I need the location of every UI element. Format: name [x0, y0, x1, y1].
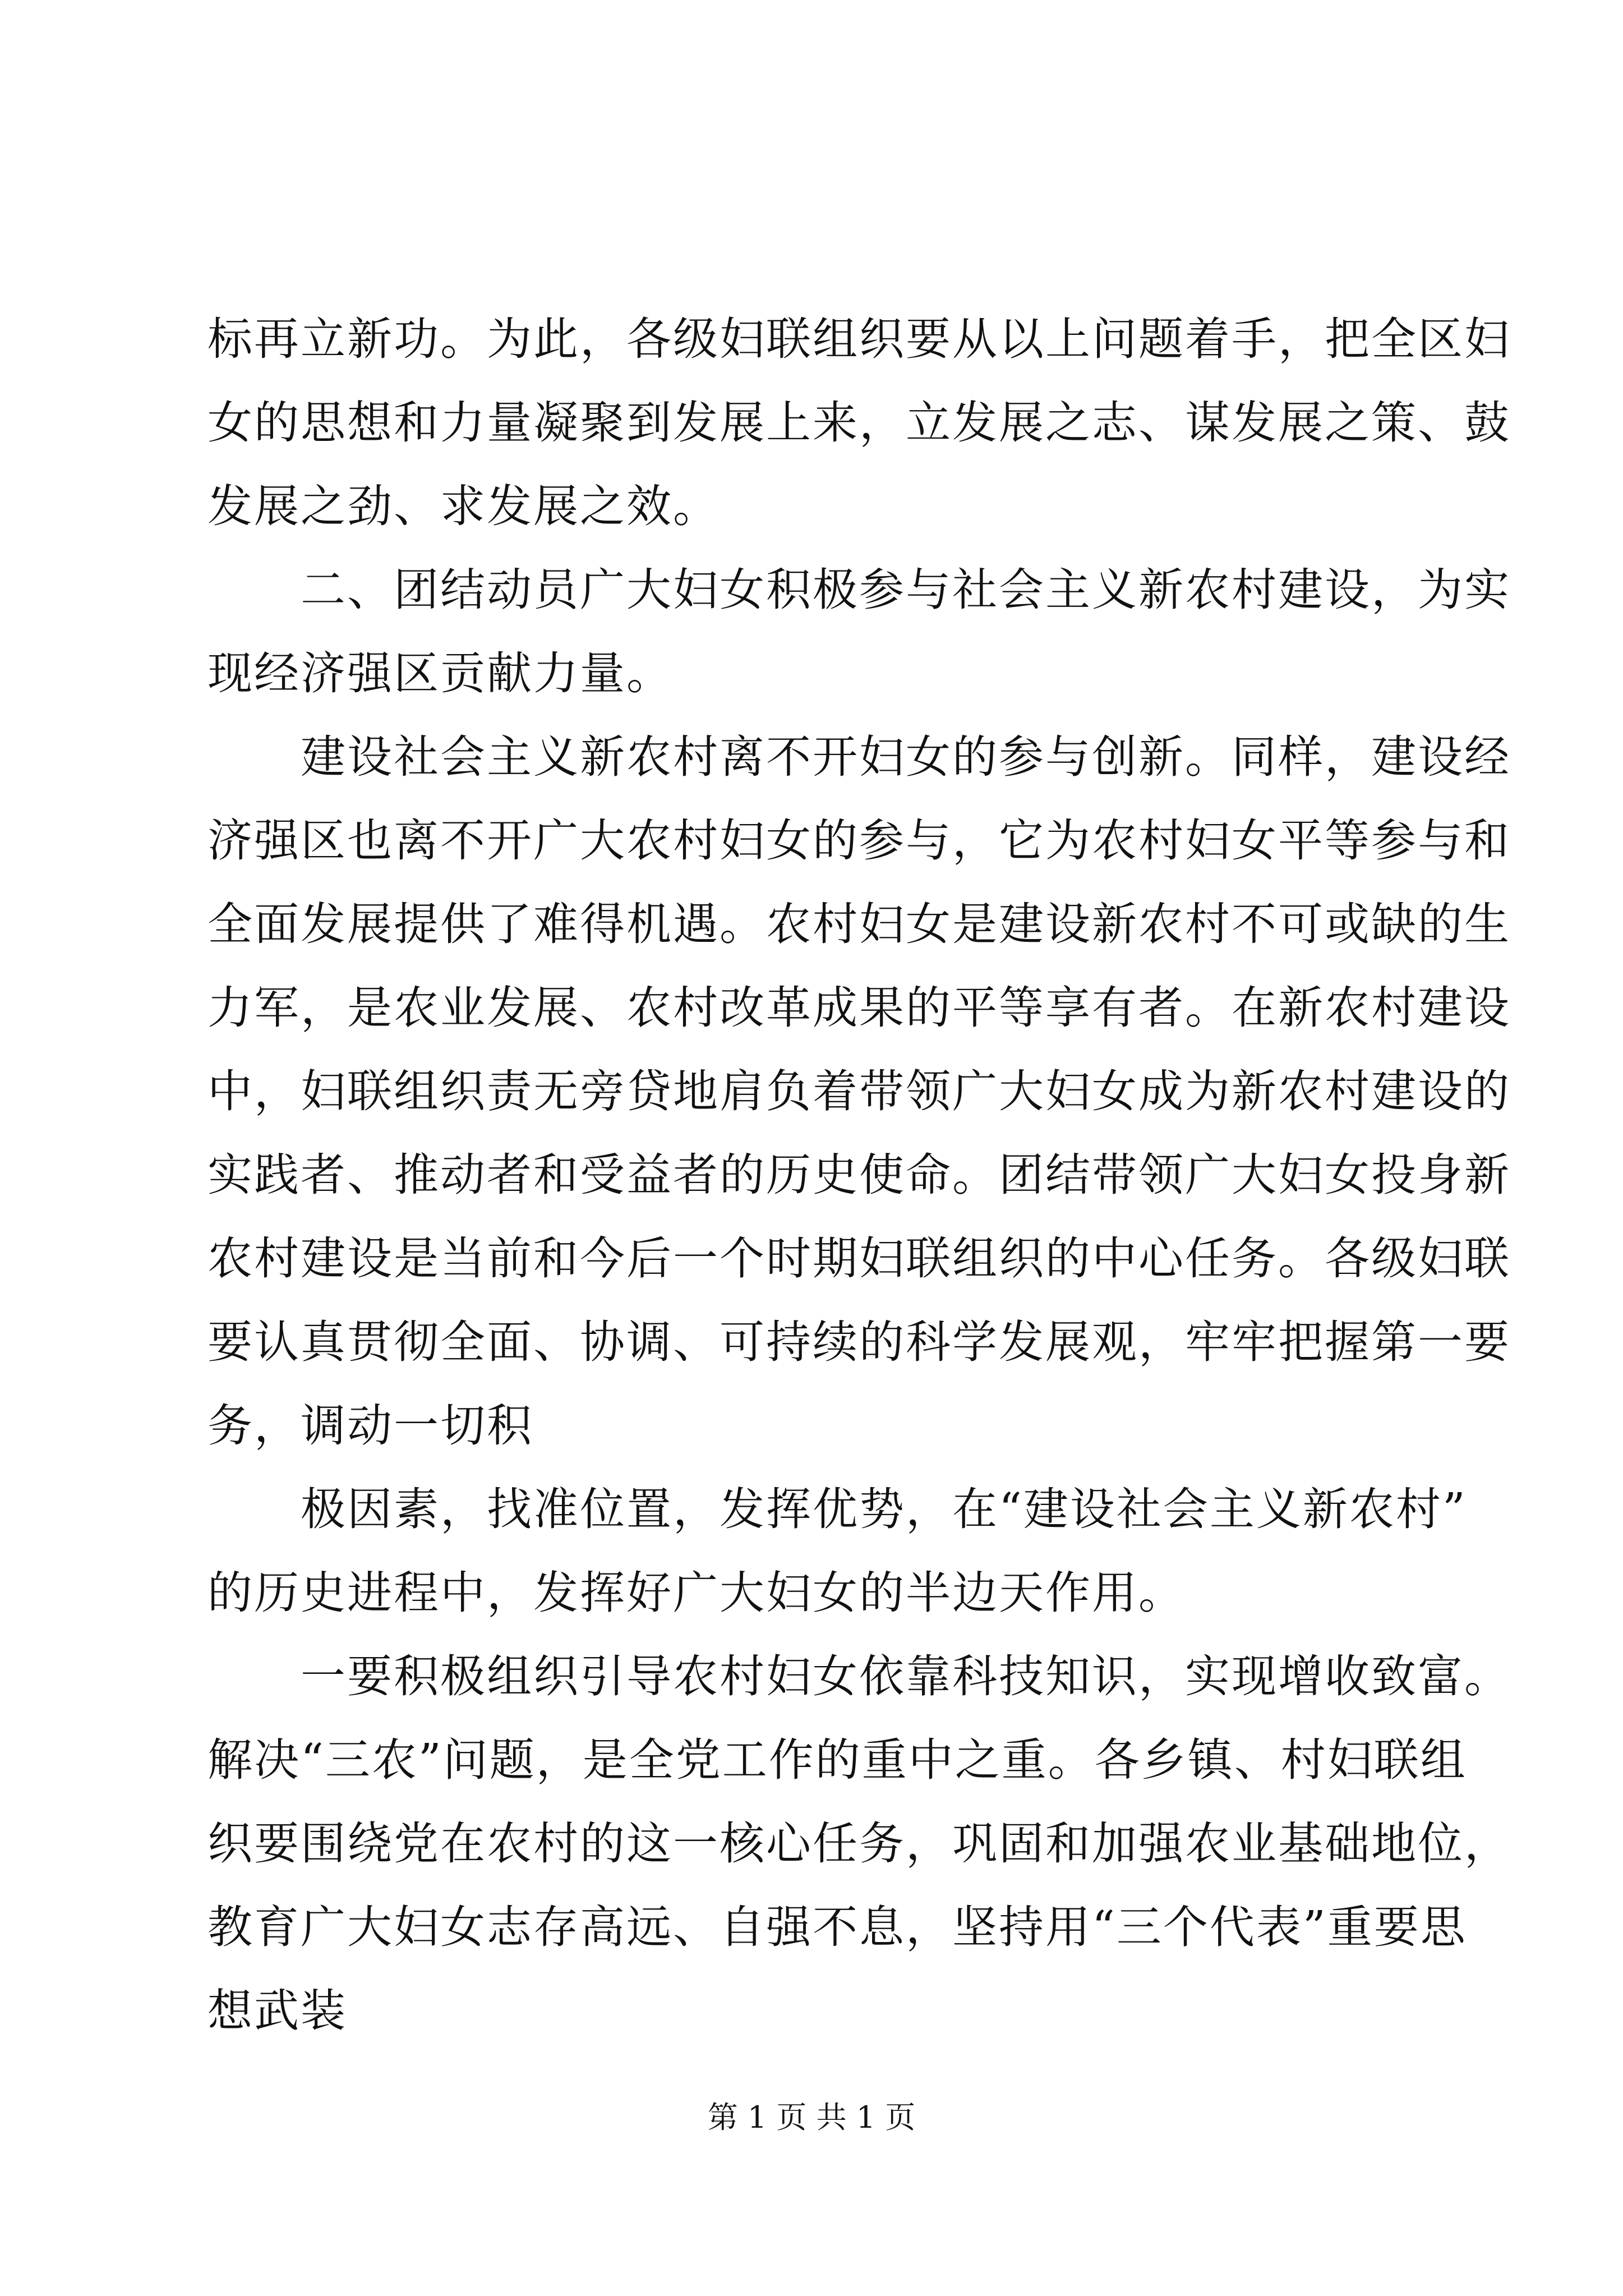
- text-line: 中，妇联组织责无旁贷地肩负着带领广大妇女成为新农村建设的: [208, 1065, 1511, 1117]
- text-line: 织要围绕党在农村的这一核心任务，巩固和加强农业基础地位，: [208, 1818, 1511, 1870]
- text-line: 二、团结动员广大妇女积极参与社会主义新农村建设，为实: [208, 564, 1511, 616]
- text-line: 济强区也离不开广大农村妇女的参与，它为农村妇女平等参与和: [208, 815, 1511, 867]
- text-line: 发展之劲、求发展之效。: [208, 480, 720, 532]
- text-line: 的历史进程中，发挥好广大妇女的半边天作用。: [208, 1567, 1185, 1619]
- text-line: 力军，是农业发展、农村改革成果的平等享有者。在新农村建设: [208, 982, 1511, 1034]
- text-line: 要认真贯彻全面、协调、可持续的科学发展观，牢牢把握第一要: [208, 1316, 1511, 1368]
- text-line: 实践者、推动者和受益者的历史使命。团结带领广大妇女投身新: [208, 1149, 1511, 1201]
- text-line: 建设社会主义新农村离不开妇女的参与创新。同样，建设经: [208, 731, 1511, 783]
- text-line: 解决“三农”问题，是全党工作的重中之重。各乡镇、村妇联组: [208, 1734, 1467, 1786]
- text-line: 务，调动一切积: [208, 1400, 533, 1452]
- text-line: 女的思想和力量凝聚到发展上来，立发展之志、谋发展之策、鼓: [208, 397, 1511, 449]
- text-line: 一要积极组织引导农村妇女依靠科技知识，实现增收致富。: [208, 1650, 1511, 1703]
- text-line: 现经济强区贡献力量。: [208, 647, 673, 700]
- text-line: 农村建设是当前和今后一个时期妇联组织的中心任务。各级妇联: [208, 1232, 1511, 1285]
- text-line: 想武装: [208, 1985, 347, 2037]
- page-footer: 第 1 页 共 1 页: [707, 2100, 916, 2135]
- text-line: 全面发展提供了难得机遇。农村妇女是建设新农村不可或缺的生: [208, 898, 1511, 950]
- text-line: 教育广大妇女志存高远、自强不息，坚持用“三个代表”重要思: [208, 1901, 1467, 1953]
- text-line: 极因素，找准位置，发挥优势，在“建设社会主义新农村”: [208, 1483, 1467, 1535]
- text-line: 标再立新功。为此，各级妇联组织要从以上问题着手，把全区妇: [208, 313, 1511, 365]
